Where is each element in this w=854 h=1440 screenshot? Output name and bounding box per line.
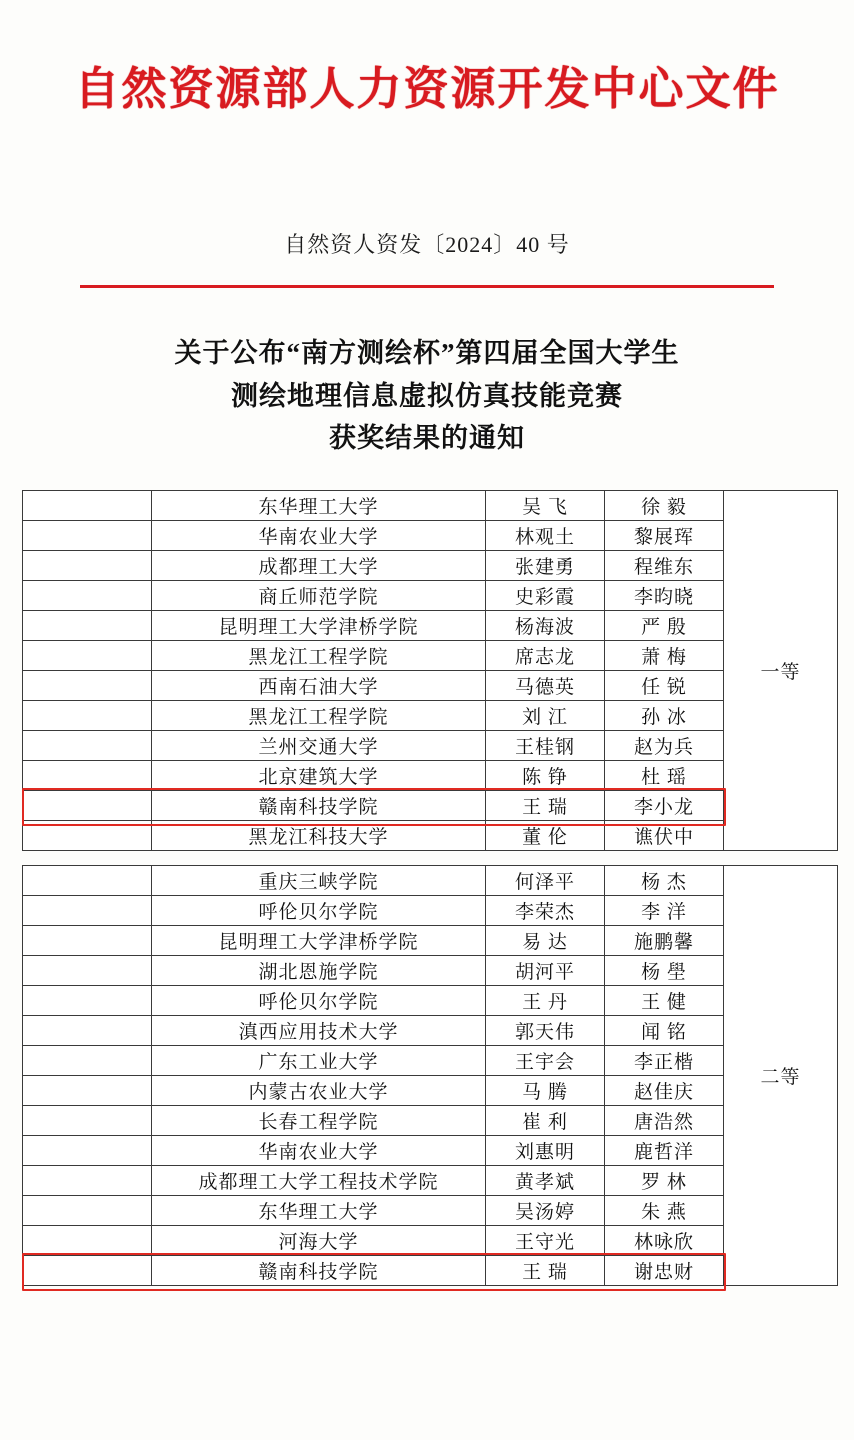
document-number-block (0, 228, 854, 288)
cell-member-1: 胡河平 (486, 955, 605, 985)
cell-member-1: 郭天伟 (486, 1015, 605, 1045)
cell-index (23, 790, 152, 820)
cell-member-2: 杨 杰 (605, 865, 724, 895)
cell-school: 昆明理工大学津桥学院 (152, 925, 486, 955)
cell-index (23, 580, 152, 610)
table-row (23, 550, 838, 580)
cell-member-2: 杨 壆 (605, 955, 724, 985)
table-row (23, 1255, 838, 1285)
cell-member-1: 张建勇 (486, 550, 605, 580)
cell-member-1: 黄孝斌 (486, 1165, 605, 1195)
cell-member-2: 鹿哲洋 (605, 1135, 724, 1165)
cell-school: 长春工程学院 (152, 1105, 486, 1135)
cell-member-2: 李小龙 (605, 790, 724, 820)
cell-index (23, 550, 152, 580)
table-row (23, 895, 838, 925)
page-title (0, 332, 854, 460)
table-row (23, 1165, 838, 1195)
page-title-line-3: 获奖结果的通知 (329, 423, 525, 454)
cell-school: 东华理工大学 (152, 1195, 486, 1225)
cell-index (23, 520, 152, 550)
table-row (23, 985, 838, 1015)
cell-index (23, 1195, 152, 1225)
table-row (23, 1135, 838, 1165)
cell-school: 赣南科技学院 (152, 790, 486, 820)
cell-school: 黑龙江工程学院 (152, 700, 486, 730)
cell-school: 华南农业大学 (152, 1135, 486, 1165)
cell-member-2: 朱 燕 (605, 1195, 724, 1225)
cell-member-2: 王 健 (605, 985, 724, 1015)
table-row (23, 1015, 838, 1045)
cell-member-2: 严 殷 (605, 610, 724, 640)
cell-member-2: 李昀晓 (605, 580, 724, 610)
cell-member-2: 李 洋 (605, 895, 724, 925)
cell-member-2: 李正楷 (605, 1045, 724, 1075)
cell-index (23, 670, 152, 700)
cell-member-1: 王 丹 (486, 985, 605, 1015)
cell-index (23, 1045, 152, 1075)
cell-school: 华南农业大学 (152, 520, 486, 550)
cell-member-2: 林咏欣 (605, 1225, 724, 1255)
cell-member-1: 何泽平 (486, 865, 605, 895)
cell-member-1: 马德英 (486, 670, 605, 700)
cell-index (23, 730, 152, 760)
cell-school: 西南石油大学 (152, 670, 486, 700)
table-row (23, 1105, 838, 1135)
table-row (23, 1225, 838, 1255)
cell-member-2: 罗 林 (605, 1165, 724, 1195)
cell-member-2: 施鹏馨 (605, 925, 724, 955)
cell-member-2: 萧 梅 (605, 640, 724, 670)
cell-school: 湖北恩施学院 (152, 955, 486, 985)
cell-school: 北京建筑大学 (152, 760, 486, 790)
cell-school: 东华理工大学 (152, 490, 486, 520)
cell-member-1: 王 瑞 (486, 1255, 605, 1285)
masthead-title: 自然资源部人力资源开发中心文件 (74, 64, 780, 114)
cell-member-1: 刘 江 (486, 700, 605, 730)
cell-index (23, 820, 152, 850)
table-row (23, 520, 838, 550)
cell-index (23, 760, 152, 790)
table-row (23, 820, 838, 850)
table-row (23, 1075, 838, 1105)
cell-member-1: 马 腾 (486, 1075, 605, 1105)
table-row (23, 490, 838, 520)
cell-member-1: 杨海波 (486, 610, 605, 640)
cell-member-1: 陈 铮 (486, 760, 605, 790)
cell-index (23, 1015, 152, 1045)
cell-member-1: 吴 飞 (486, 490, 605, 520)
cell-member-2: 孙 冰 (605, 700, 724, 730)
cell-member-1: 崔 利 (486, 1105, 605, 1135)
table-row (23, 640, 838, 670)
cell-index (23, 985, 152, 1015)
cell-member-1: 史彩霞 (486, 580, 605, 610)
cell-member-1: 董 伦 (486, 820, 605, 850)
table-row (23, 730, 838, 760)
cell-school: 赣南科技学院 (152, 1255, 486, 1285)
table-row (23, 610, 838, 640)
cell-index (23, 700, 152, 730)
cell-member-2: 唐浩然 (605, 1105, 724, 1135)
second-prize-table (22, 865, 838, 1286)
table-row (23, 1195, 838, 1225)
cell-member-2: 杜 瑶 (605, 760, 724, 790)
table-row (23, 700, 838, 730)
cell-school: 重庆三峡学院 (152, 865, 486, 895)
cell-member-2: 徐 毅 (605, 490, 724, 520)
table-gap (22, 851, 836, 865)
cell-school: 黑龙江科技大学 (152, 820, 486, 850)
cell-member-2: 赵佳庆 (605, 1075, 724, 1105)
table-row (23, 790, 838, 820)
table-row (23, 865, 838, 895)
cell-member-1: 李荣杰 (486, 895, 605, 925)
cell-school: 内蒙古农业大学 (152, 1075, 486, 1105)
cell-school: 成都理工大学 (152, 550, 486, 580)
cell-award-rank: 一等 (724, 490, 838, 850)
cell-school: 黑龙江工程学院 (152, 640, 486, 670)
cell-index (23, 1225, 152, 1255)
cell-school: 河海大学 (152, 1225, 486, 1255)
document-number: 自然资人资发〔2024〕40 号 (284, 232, 570, 257)
page-title-line-2: 测绘地理信息虚拟仿真技能竞赛 (231, 380, 623, 411)
cell-member-2: 黎展珲 (605, 520, 724, 550)
cell-member-1: 王桂钢 (486, 730, 605, 760)
cell-school: 商丘师范学院 (152, 580, 486, 610)
cell-member-1: 王宇会 (486, 1045, 605, 1075)
cell-member-2: 赵为兵 (605, 730, 724, 760)
table-row (23, 955, 838, 985)
cell-school: 呼伦贝尔学院 (152, 985, 486, 1015)
cell-index (23, 925, 152, 955)
table-row (23, 580, 838, 610)
cell-member-1: 林观土 (486, 520, 605, 550)
cell-index (23, 1255, 152, 1285)
cell-member-1: 吴汤婷 (486, 1195, 605, 1225)
table-row (23, 670, 838, 700)
cell-index (23, 640, 152, 670)
cell-member-2: 任 锐 (605, 670, 724, 700)
cell-index (23, 490, 152, 520)
cell-school: 兰州交通大学 (152, 730, 486, 760)
cell-school: 昆明理工大学津桥学院 (152, 610, 486, 640)
cell-member-1: 王守光 (486, 1225, 605, 1255)
cell-school: 呼伦贝尔学院 (152, 895, 486, 925)
cell-index (23, 955, 152, 985)
cell-member-2: 闻 铭 (605, 1015, 724, 1045)
cell-index (23, 610, 152, 640)
cell-index (23, 865, 152, 895)
cell-index (23, 1135, 152, 1165)
table-row (23, 760, 838, 790)
cell-member-1: 刘惠明 (486, 1135, 605, 1165)
first-prize-table (22, 490, 838, 851)
cell-index (23, 1075, 152, 1105)
cell-school: 广东工业大学 (152, 1045, 486, 1075)
cell-index (23, 895, 152, 925)
table-row (23, 1045, 838, 1075)
cell-award-rank: 二等 (724, 865, 838, 1285)
cell-member-2: 谯伏中 (605, 820, 724, 850)
cell-school: 滇西应用技术大学 (152, 1015, 486, 1045)
page-title-line-1: 关于公布“南方测绘杯”第四届全国大学生 (174, 338, 680, 368)
cell-member-1: 席志龙 (486, 640, 605, 670)
cell-member-1: 王 瑞 (486, 790, 605, 820)
masthead (0, 0, 854, 116)
cell-school: 成都理工大学工程技术学院 (152, 1165, 486, 1195)
table-row (23, 925, 838, 955)
cell-member-2: 谢忠财 (605, 1255, 724, 1285)
red-divider-rule (80, 285, 774, 288)
cell-index (23, 1105, 152, 1135)
award-tables (0, 490, 854, 1286)
cell-member-1: 易 达 (486, 925, 605, 955)
cell-index (23, 1165, 152, 1195)
cell-member-2: 程维东 (605, 550, 724, 580)
